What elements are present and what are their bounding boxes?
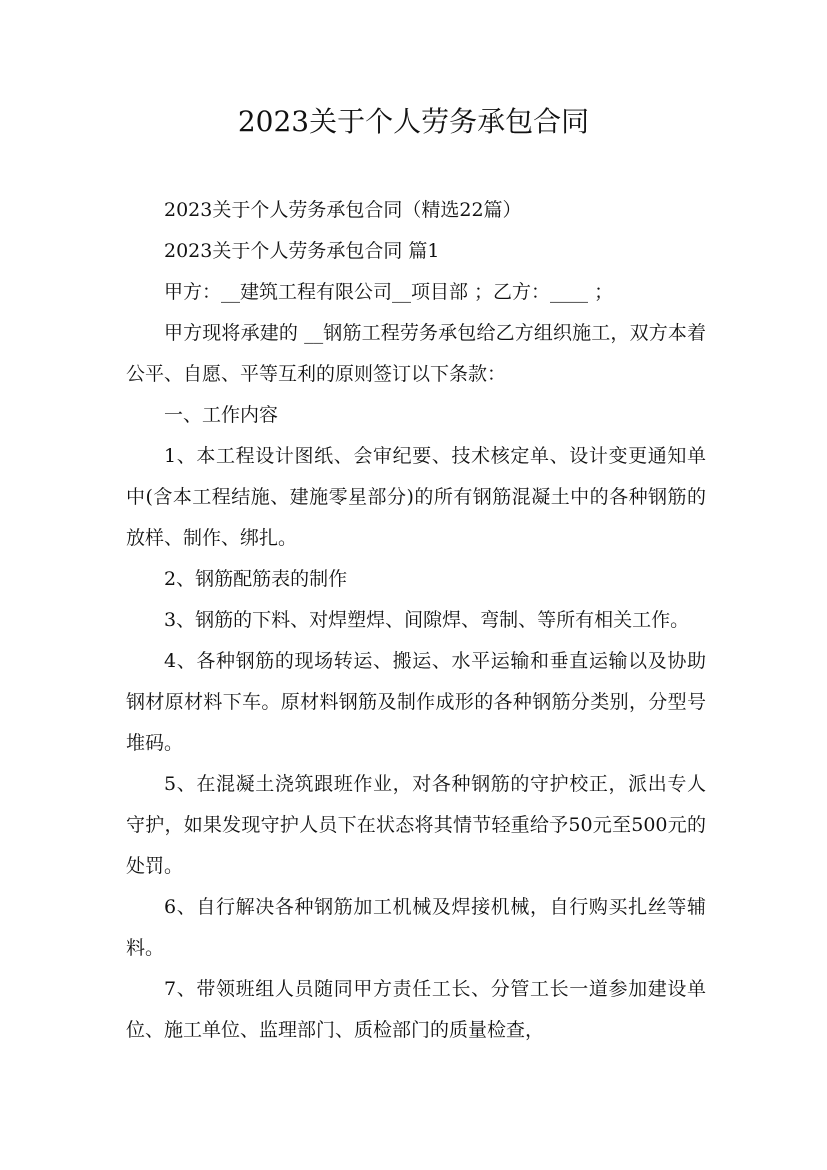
paragraph-subtitle: 2023关于个人劳务承包合同（精选22篇） bbox=[164, 199, 522, 221]
clause-2: 2、钢筋配筋表的制作 bbox=[164, 568, 348, 590]
clause-7: 7、带领班组人员随同甲方责任工长、分管工长一道参加建设单位、施工单位、监理部门、质检部门的质量检查， bbox=[126, 978, 706, 1041]
document-title: 2023关于个人劳务承包合同 bbox=[237, 105, 590, 138]
paragraph-intro: 甲方现将承建的 __钢筋工程劳务承包给乙方组织施工，双方本着公平、自愿、平等互利的原则签订以下条款： bbox=[126, 322, 706, 385]
clause-1: 1、本工程设计图纸、会审纪要、技术核定单、设计变更通知单中(含本工程结施、建施零星部分)的所有钢筋混凝土中的各种钢筋的放样、制作、绑扎。 bbox=[126, 445, 706, 549]
paragraph-heading: 2023关于个人劳务承包合同 篇1 bbox=[164, 240, 440, 262]
clause-3: 3、钢筋的下料、对焊塑焊、间隙焊、弯制、等所有相关工作。 bbox=[164, 609, 690, 631]
document-body bbox=[126, 190, 706, 1051]
clause-4: 4、各种钢筋的现场转运、搬运、水平运输和垂直运输以及协助钢材原材料下车。原材料钢筋及制作成形的各种钢筋分类别，分型号堆码。 bbox=[126, 650, 706, 754]
section-heading: 一、工作内容 bbox=[164, 404, 279, 426]
clause-6: 6、自行解决各种钢筋加工机械及焊接机械，自行购买扎丝等辅料。 bbox=[126, 896, 706, 959]
clause-5: 5、在混凝土浇筑跟班作业，对各种钢筋的守护校正，派出专人守护，如果发现守护人员下在状态将其情节轻重给予50元至500元的处罚。 bbox=[126, 773, 706, 877]
paragraph-parties: 甲方：__建筑工程有限公司__项目部 ；乙方：____ ； bbox=[164, 281, 614, 303]
